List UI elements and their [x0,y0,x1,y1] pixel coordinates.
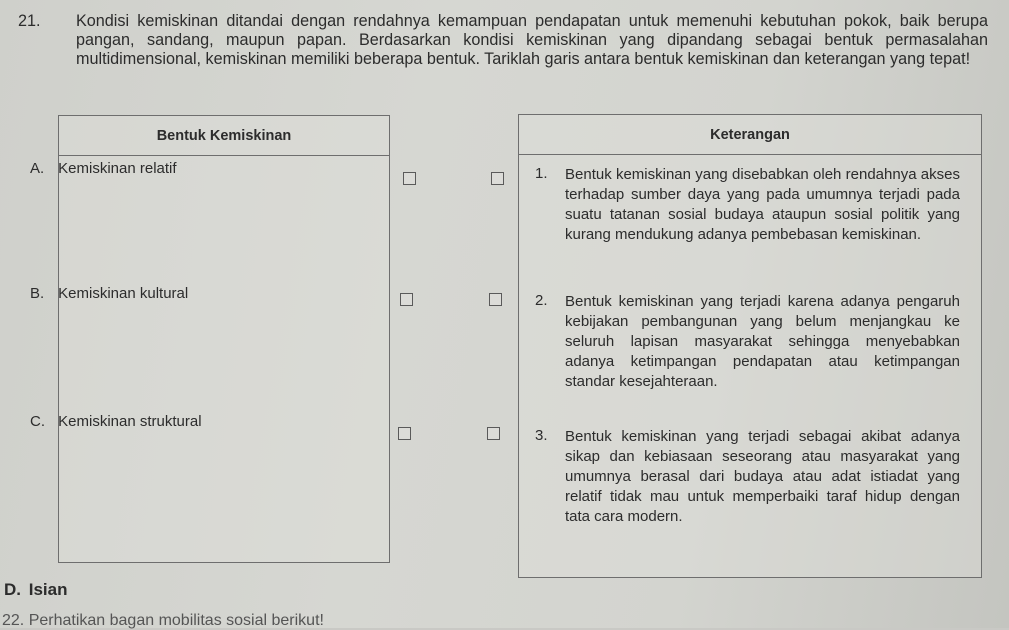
right-connector-box-2[interactable] [489,293,502,306]
left-connector-box-a[interactable] [403,172,416,185]
left-item-a [30,160,177,177]
left-item-text: Kemiskinan struktural [58,413,202,430]
description-2: Bentuk kemiskinan yang terjadi karena adanya pengaruh kebijakan pembangunan yang belum menjangkau ke seluruh lapisan masyarakat sehingga menyebabkan adanya ketimpangan pendapatan atau ketimpangan standar kesejahteraan. [565,293,960,390]
question-text: Kondisi kemiskinan ditandai dengan rendahnya kemampuan pendapatan untuk memenuhi kebutuhan pokok, baik berupa pangan, sandang, maupun papan. Berdasarkan kondisi kemiskinan yang dipandang sebagai bentuk permasalahan multidimensional, kemiskinan memiliki beberapa bentuk. Tariklah garis antara bentuk kemiskinan dan keterangan yang tepat! [76,12,988,68]
bentuk-kemiskinan-column [58,115,390,563]
keterangan-column [518,114,982,578]
description-3: Bentuk kemiskinan yang terjadi sebagai akibat adanya sikap dan kebiasaan seseorang atau masyarakat yang umumnya berasal dari budaya atau adat istiadat yang relatif tidak mau untuk memperbaiki taraf hidup dengan tata cara modern. [565,428,960,525]
left-item-b [30,285,188,302]
question-21 [18,12,988,69]
left-item-label: C. [30,413,45,430]
left-column-header: Bentuk Kemiskinan [59,116,389,156]
question-number: 21. [18,12,41,30]
left-item-label: A. [30,160,45,177]
left-item-text: Kemiskinan relatif [58,160,177,177]
left-item-label: B. [30,285,45,302]
description-number: 1. [535,165,548,182]
description-1: Bentuk kemiskinan yang disebabkan oleh rendahnya akses terhadap sumber daya yang pada umumnya terjadi pada suatu tatanan sosial budaya ataupun sosial politik yang kurang mendukung adanya pembebasan kemiskinan. [565,166,960,243]
right-connector-box-1[interactable] [491,172,504,185]
section-title: Isian [28,580,68,599]
section-label: D. [4,580,21,599]
description-number: 3. [535,427,548,444]
left-item-text: Kemiskinan kultural [58,285,189,302]
right-connector-box-3[interactable] [487,427,500,440]
left-item-c [30,413,202,430]
description-number: 2. [535,292,548,309]
section-heading [4,580,67,600]
left-connector-box-b[interactable] [400,293,413,306]
left-connector-box-c[interactable] [398,427,411,440]
next-question: 22. Perhatikan bagan mobilitas sosial berikut! [2,612,324,629]
right-column-header: Keterangan [519,115,981,155]
